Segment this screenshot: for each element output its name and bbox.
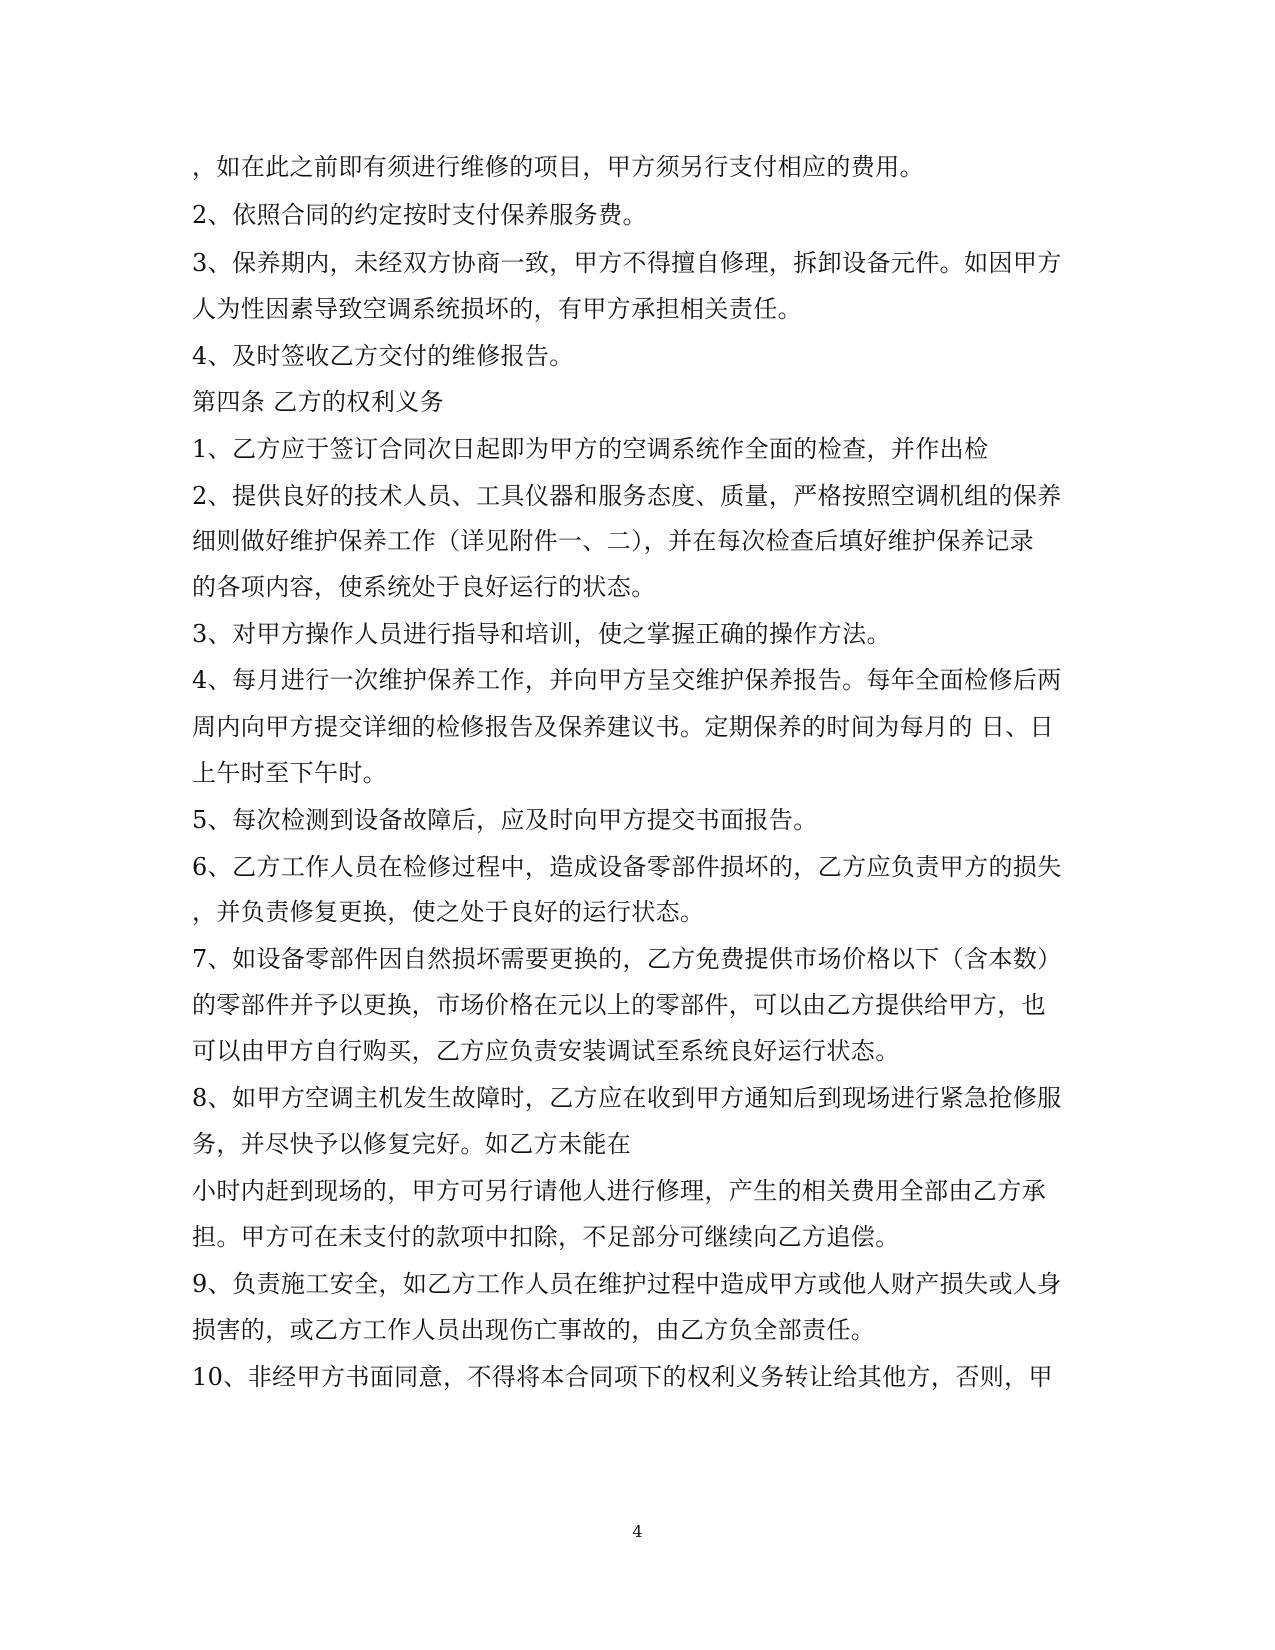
text-line: 1、乙方应于签订合同次日起即为甲方的空调系统作全面的检查，并作出检 bbox=[192, 435, 989, 463]
text-line: 的零部件并予以更换，市场价格在元以上的零部件，可以由乙方提供给甲方，也 bbox=[192, 991, 1046, 1019]
text-line: 7、如设备零部件因自然损坏需要更换的，乙方免费提供市场价格以下（含本数） bbox=[192, 945, 1062, 973]
page-number: 4 bbox=[632, 1522, 643, 1541]
text-line: 损害的，或乙方工作人员出现伤亡事故的，由乙方负全部责任。 bbox=[192, 1316, 876, 1344]
text-line: 的各项内容，使系统处于良好运行的状态。 bbox=[192, 573, 656, 601]
text-line: 3、保养期内，未经双方协商一致，甲方不得擅自修理，拆卸设备元件。如因甲方 bbox=[192, 249, 1062, 277]
text-line: 人为性因素导致空调系统损坏的，有甲方承担相关责任。 bbox=[192, 295, 802, 323]
text-line: 担。甲方可在未支付的款项中扣除，不足部分可继续向乙方追偿。 bbox=[192, 1223, 900, 1251]
text-line: 4、及时签收乙方交付的维修报告。 bbox=[192, 342, 574, 370]
text-line: ，如在此之前即有须进行维修的项目，甲方须另行支付相应的费用。 bbox=[192, 153, 924, 181]
text-line: 3、对甲方操作人员进行指导和培训，使之掌握正确的操作方法。 bbox=[192, 620, 891, 648]
text-line: 6、乙方工作人员在检修过程中，造成设备零部件损坏的，乙方应负责甲方的损失 bbox=[192, 853, 1062, 881]
text-line: ，并负责修复更换，使之处于良好的运行状态。 bbox=[192, 898, 705, 926]
text-line: 周内向甲方提交详细的检修报告及保养建议书。定期保养的时间为每月的 日、日 bbox=[192, 713, 1055, 741]
text-line: 2、依照合同的约定按时支付保养服务费。 bbox=[192, 201, 647, 229]
text-line: 9、负责施工安全，如乙方工作人员在维护过程中造成甲方或他人财产损失或人身 bbox=[192, 1270, 1062, 1298]
text-line: 上午时至下午时。 bbox=[192, 759, 388, 787]
section-heading: 第四条 乙方的权利义务 bbox=[192, 388, 445, 416]
text-line: 10、非经甲方书面同意，不得将本合同项下的权利义务转让给其他方，否则，甲 bbox=[192, 1363, 1053, 1391]
text-line: 8、如甲方空调主机发生故障时，乙方应在收到甲方通知后到现场进行紧急抢修服 bbox=[192, 1084, 1062, 1112]
text-line: 5、每次检测到设备故障后，应及时向甲方提交书面报告。 bbox=[192, 806, 818, 834]
text-line: 小时内赶到现场的，甲方可另行请他人进行修理，产生的相关费用全部由乙方承 bbox=[192, 1177, 1046, 1205]
text-line: 2、提供良好的技术人员、工具仪器和服务态度、质量，严格按照空调机组的保养 bbox=[192, 482, 1062, 510]
text-line: 可以由甲方自行购买，乙方应负责安装调试至系统良好运行状态。 bbox=[192, 1037, 900, 1065]
text-line: 4、每月进行一次维护保养工作，并向甲方呈交维护保养报告。每年全面检修后两 bbox=[192, 666, 1062, 694]
text-line: 细则做好维护保养工作（详见附件一、二），并在每次检查后填好维护保养记录 bbox=[192, 527, 1034, 555]
text-line: 务，并尽快予以修复完好。如乙方未能在 bbox=[192, 1130, 632, 1158]
